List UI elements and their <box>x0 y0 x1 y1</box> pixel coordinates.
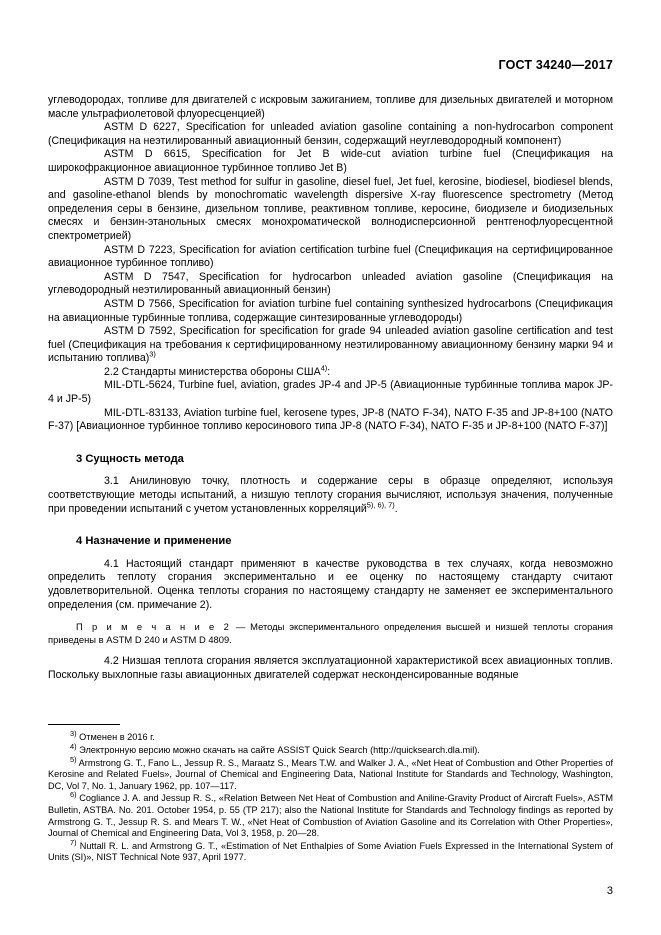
section-3-paragraph-end: . <box>394 502 398 515</box>
footnotes-block <box>48 724 613 865</box>
section-4-note-2-label: П р и м е ч а н и е 2 <box>76 621 231 633</box>
standard-astm-d7039: ASTM D 7039, Test method for sulfur in gasoline, diesel fuel, Jet fuel, kerosine, biodiesel, biodiesel blends, and gasoline-ethanol blends by monochromatic wavelength dispersive X-ray fluorescence spectrometry (Метод определения серы в бензине, дизельном топливе, реактивном топливе, керосине, биодизеле и биодизельных смесях и бензин-этанольных смесях монохроматической волнодисперсионной рентгенофлуоресцентной спектрометрией) <box>48 175 613 242</box>
page-body <box>48 94 613 682</box>
footnote-5 <box>48 754 614 793</box>
footnote-ref-567: 5), 6), 7) <box>366 500 395 510</box>
section-3-paragraph <box>48 475 613 516</box>
standard-astm-d7592 <box>48 325 613 366</box>
standard-astm-d7592-text: ASTM D 7592, Specification for specification for grade 94 unleaded aviation gasoline certification and test fuel (Спецификация на требования к сертифицированному неэтилированному авиационному бензину марки 94 и испытанию топлива) <box>48 325 613 365</box>
footnote-7-text: Nuttall R. L. and Armstrong G. T., «Estimation of Net Enthalpies of Some Aviation Fuels Expressed in the International System of Units (SI)», NIST Technical Note 937, April 1977. <box>48 840 613 863</box>
footnote-5-text: Armstrong G. T., Fano L., Jessup R. S., Maraatz S., Mears T.W. and Walker J. A., «Net Heat of Combustion and Other Properties of Kerosine and Related Fuels», Journal of Chemical and Engineering Data, National Institute for Standards and Technology, Washington, DC, Vol 7, No. 1, January 1962, pp. 107—117. <box>48 757 614 791</box>
standard-astm-d7223: ASTM D 7223, Specification for aviation certification turbine fuel (Спецификация на сертифицированное авиационное турбинное топливо) <box>48 243 613 270</box>
footnote-5-marker: 5) <box>70 754 77 764</box>
standard-astm-d7566: ASTM D 7566, Specification for aviation turbine fuel containing synthesized hydrocarbons (Спецификация на авиационные турбинные топлива, содержащие синтезированные углеводороды) <box>48 297 613 324</box>
standard-astm-d7547: ASTM D 7547, Specification for hydrocarbon unleaded aviation gasoline (Спецификация на углеводородный неэтилированный авиационный бензин) <box>48 270 613 297</box>
footnote-separator <box>48 724 120 725</box>
section-3-paragraph-text: 3.1 Анилиновую точку, плотность и содержание серы в образце определяют, используя соответствующие методы испытаний, а низшую теплоту сгорания вычисляют, используя значения, полученные при проведении испытаний с учетом установленных корреляций <box>48 475 613 515</box>
section-4-paragraph-1: 4.1 Настоящий стандарт применяют в качестве руководства в тех случаях, когда невозможно определить теплоту сгорания экспериментально и ее оценку по настоящему стандарту считают удовлетворительной. Оценка теплоты сгорания по настоящему стандарту не заменяет ее экспериментального определения (см. примечание 2). <box>48 557 613 611</box>
mil-standards-heading <box>48 363 613 380</box>
footnote-6-marker: 6) <box>70 790 77 800</box>
footnote-7 <box>48 837 613 864</box>
footnote-ref-3: 3) <box>149 349 156 359</box>
mil-standards-heading-colon: : <box>327 365 331 378</box>
section-4-paragraph-2: 4.2 Низшая теплота сгорания является эксплуатационной характеристикой всех авиационных топлив. Поскольку выхлопные газы авиационных двигателей содержат несконденсированные водяные <box>48 655 613 681</box>
footnote-ref-4: 4) <box>320 363 328 373</box>
footnote-3-text: Отменен в 2016 г. <box>79 732 155 743</box>
footnote-3 <box>48 729 613 744</box>
footnote-6-text: Cogliance J. A. and Jessup R. S., «Relation Between Net Heat of Combustion and Aniline-Gravity Product of Aircraft Fuels», ASTM Bulletin, ASTBA. No. 201. October 1954, p. 55 (TP 217); also the National Institute for Standards and Technology findings as reported by Armstrong G. T., Jessup R. S. and Mears T. W., «Net Heat of Combustion of Aviation Gasoline and its Correlation with Other Properties», Journal of Chemical and Engineering Data, Vol 3, 1958, p. 20—28. <box>48 793 613 839</box>
section-3-title: 3 Сущность метода <box>76 452 184 465</box>
footnote-4-text: Электронную версию можно скачать на сайте ASSIST Quick Search (http://quicksearch.dla.mil). <box>79 745 480 756</box>
footnote-4-marker: 4) <box>70 742 77 751</box>
page-header: ГОСТ 34240—2017 <box>498 58 613 72</box>
standard-mil-dtl-83133: MIL-DTL-83133, Aviation turbine fuel, kerosene types, JP-8 (NATO F-34), NATO F-35 and JP-8+100 (NATO F-37) [Авиационное турбинное топливо керосинового типа JP-8 (NATO F-34), NATO F-35 и JP-8+100 (NATO F-37)] <box>48 406 613 433</box>
intro-paragraph: углеводородах, топливе для двигателей с искровым зажиганием, топливе для дизельных двигателей и моторном масле ультрафиолетовой флуоресценцией) <box>48 94 613 120</box>
footnote-6 <box>48 790 613 839</box>
section-4-title: 4 Назначение и применение <box>76 535 232 548</box>
page-number: 3 <box>606 885 613 897</box>
section-4-note-2 <box>48 621 613 646</box>
standard-mil-dtl-5624: MIL-DTL-5624, Turbine fuel, aviation, grades JP-4 and JP-5 (Авиационные турбинные топлива марок JP-4 и JP-5) <box>48 379 613 406</box>
mil-standards-heading-text: 2.2 Стандарты министерства обороны США <box>104 365 321 378</box>
footnote-7-marker: 7) <box>70 837 77 847</box>
standard-astm-d6227: ASTM D 6227, Specification for unleaded aviation gasoline containing a non-hydrocarbon component (Спецификация на неэтилированный авиационный бензин, содержащий неуглеводородный компонент) <box>48 121 613 147</box>
footnote-4 <box>48 742 613 757</box>
section-4-note-2-text: — Методы экспериментального определения высшей и низшей теплоты сгорания приведены в ASTM D 240 и ASTM D 4809. <box>48 621 613 645</box>
standard-astm-d6615: ASTM D 6615, Specification for Jet B wide-cut aviation turbine fuel (Спецификация на широкофракционное авиационное турбинное топливо Jet B) <box>48 148 613 174</box>
footnote-3-marker: 3) <box>70 729 77 739</box>
